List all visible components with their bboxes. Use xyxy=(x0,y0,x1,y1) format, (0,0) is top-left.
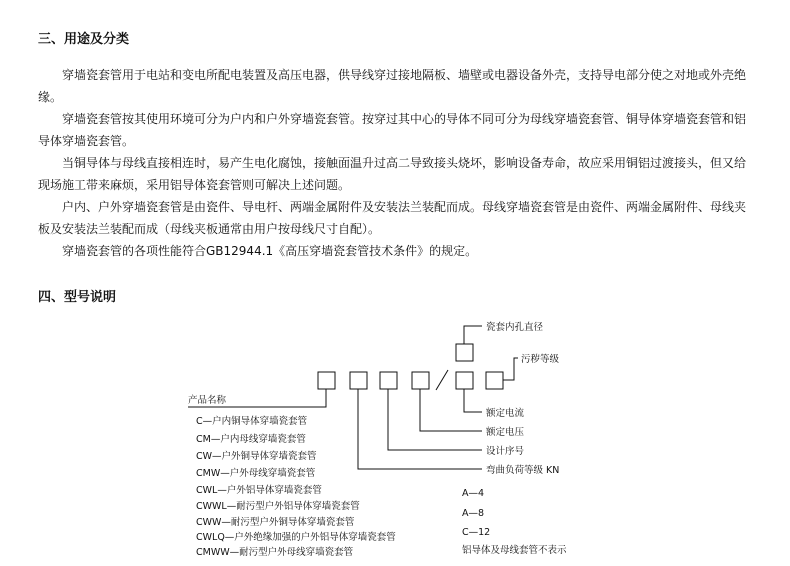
paragraph-corrosion: 当铜导体与母线直接相连时，易产生电化腐蚀，接触面温升过高二导致接头烧坏，影响设备寿命，故应采用铜铝过渡接头，但又给现场施工带来麻烦，采用铝导体瓷套管则可解决上述问题。 xyxy=(38,156,747,192)
product-name-title: 产品名称 xyxy=(188,395,227,406)
product-item: CWL—户外铝导体穿墙瓷套管 xyxy=(196,485,322,496)
connector-rated-current xyxy=(464,389,482,412)
paragraph-usage: 穿墙瓷套管用于电站和变电所配电装置及高压电器，供导线穿过接地隔板、墙壁或电器设备外壳，支持导电部分使之对地或外壳绝缘。 xyxy=(38,68,747,104)
product-item: CWWL—耐污型户外铝导体穿墙瓷套管 xyxy=(196,501,360,512)
product-item: CMWW—耐污型户外母线穿墙瓷套管 xyxy=(196,547,354,558)
slash-mark xyxy=(436,370,448,390)
code-box-design xyxy=(380,372,397,389)
section4-heading: 四、型号说明 xyxy=(38,290,117,305)
connector-hole-diameter xyxy=(464,326,482,344)
code-box-current xyxy=(456,372,473,389)
code-box-product xyxy=(318,372,335,389)
connector-design-number xyxy=(388,389,482,450)
paragraph-standard: 穿墙瓷套管的各项性能符合GB12944.1《高压穿墙瓷套管技术条件》的规定。 xyxy=(62,244,478,258)
label-bending-load: 弯曲负荷等级 KN xyxy=(486,465,560,476)
label-rated-voltage: 额定电压 xyxy=(486,427,525,438)
code-box-pollution xyxy=(486,372,503,389)
product-item: CMW—户外母线穿墙瓷套管 xyxy=(196,468,316,479)
load-grade: A—8 xyxy=(462,508,485,519)
label-pollution-level: 污秽等级 xyxy=(521,354,560,365)
code-box-hole-diameter xyxy=(456,344,473,361)
label-design-number: 设计序号 xyxy=(486,446,525,457)
product-item: C—户内铜导体穿墙瓷套管 xyxy=(196,416,308,427)
label-rated-current: 额定电流 xyxy=(486,408,525,419)
load-grade: C—12 xyxy=(462,527,491,538)
section3-heading: 三、用途及分类 xyxy=(38,32,130,47)
product-item: CW—户外铜导体穿墙瓷套管 xyxy=(196,451,317,462)
connector-pollution xyxy=(503,358,518,380)
product-item: CWW—耐污型户外铜导体穿墙瓷套管 xyxy=(196,517,355,528)
paragraph-classification: 穿墙瓷套管按其使用环境可分为户内和户外穿墙瓷套管。按穿过其中心的导体不同可分为母线穿墙瓷套管、铜导体穿墙瓷套管和铝导体穿墙瓷套管。 xyxy=(38,112,747,148)
code-box-voltage xyxy=(412,372,429,389)
label-hole-diameter: 瓷套内孔直径 xyxy=(486,322,544,333)
load-grade: A—4 xyxy=(462,488,485,499)
product-item: CM—户内母线穿墙瓷套管 xyxy=(196,434,306,445)
paragraph-structure: 户内、户外穿墙瓷套管是由瓷件、导电杆、两端金属附件及安装法兰装配而成。母线穿墙瓷套管是由瓷件、两端金属附件、母线夹板及安装法兰装配而成（母线夹板通常由用户按母线尺寸自配）。 xyxy=(38,200,747,236)
load-grade-note: 铝导体及母线套管不表示 xyxy=(462,545,567,556)
code-box-load xyxy=(350,372,367,389)
product-item: CWLQ—户外绝缘加强的户外铝导体穿墙瓷套管 xyxy=(196,532,396,543)
connector-rated-voltage xyxy=(420,389,482,431)
